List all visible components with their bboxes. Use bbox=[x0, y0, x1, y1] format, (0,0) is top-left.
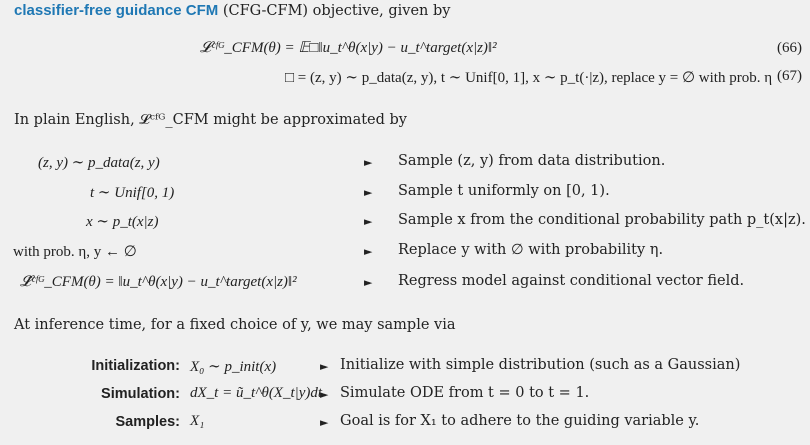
equation-66: 𝓛ᶜᶠᴳ_CFM(θ) = 𝔼□‖u_t^θ(x|y) − u_t^target(x|z)‖² bbox=[200, 40, 497, 56]
step-math: (z, y) ∼ p_data(z, y) bbox=[38, 155, 160, 171]
step-description: Sample t uniformly on [0, 1). bbox=[398, 183, 610, 199]
inference-math: X₀ ∼ p_init(x) bbox=[190, 359, 277, 375]
arrow-icon: ► bbox=[320, 360, 329, 373]
label-samples: Samples: bbox=[115, 414, 180, 430]
step-description: Replace y with ∅ with probability η. bbox=[398, 242, 664, 258]
inference-intro: At inference time, for a fixed choice of y, we may sample via bbox=[14, 317, 456, 333]
equation-67: □ = (z, y) ∼ p_data(z, y), t ∼ Unif[0, 1], x ∼ p_t(·|z), replace y = ∅ with prob. η bbox=[285, 70, 773, 86]
inference-math: X₁ bbox=[190, 413, 205, 429]
equation-number-66: (66) bbox=[777, 40, 802, 56]
step-description: Regress model against conditional vector field. bbox=[398, 273, 745, 289]
arrow-icon: ► bbox=[320, 416, 329, 429]
arrow-icon: ► bbox=[364, 186, 373, 199]
arrow-icon: ► bbox=[364, 276, 373, 289]
step-math: with prob. η, y ← ∅ bbox=[13, 244, 137, 260]
step-math: t ∼ Unif[0, 1) bbox=[90, 185, 175, 201]
step-math: 𝓛̂ᶜᶠᴳ_CFM(θ) = ‖u_t^θ(x|y) − u_t^target(x|z)‖² bbox=[20, 274, 297, 290]
plain-english-text: In plain English, 𝓛ᶜᶠᴳ_CFM might be approximated by bbox=[14, 112, 408, 128]
intro-text: (CFG-CFM) objective, given by bbox=[222, 3, 451, 19]
inference-math: dX_t = ũ_t^θ(X_t|y)dt bbox=[190, 385, 323, 401]
intro-line bbox=[14, 2, 450, 19]
step-math: x ∼ p_t(x|z) bbox=[86, 214, 159, 230]
arrow-icon: ► bbox=[320, 388, 329, 401]
inference-description: Simulate ODE from t = 0 to t = 1. bbox=[340, 385, 590, 401]
label-initialization: Initialization: bbox=[91, 358, 180, 374]
term-highlight: classifier-free guidance CFM bbox=[14, 2, 219, 19]
step-description: Sample x from the conditional probability path p_t(x|z). bbox=[398, 212, 806, 228]
step-description: Sample (z, y) from data distribution. bbox=[398, 153, 666, 169]
label-simulation: Simulation: bbox=[101, 386, 180, 402]
inference-description: Initialize with simple distribution (such as a Gaussian) bbox=[340, 357, 741, 373]
inference-description: Goal is for X₁ to adhere to the guiding variable y. bbox=[340, 413, 700, 429]
equation-number-67: (67) bbox=[777, 68, 802, 84]
arrow-icon: ► bbox=[364, 245, 373, 258]
arrow-icon: ► bbox=[364, 215, 373, 228]
arrow-icon: ► bbox=[364, 156, 373, 169]
